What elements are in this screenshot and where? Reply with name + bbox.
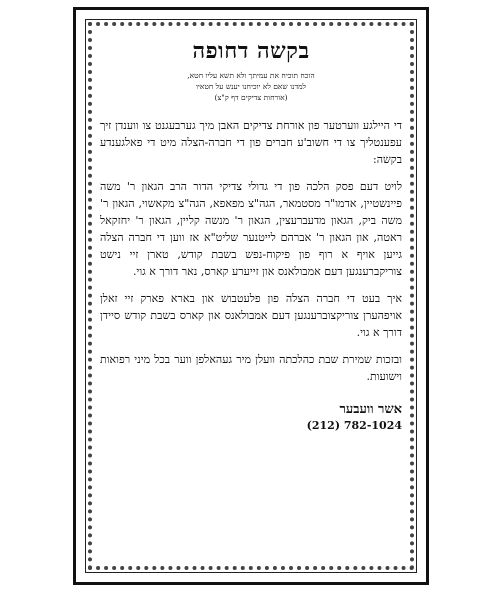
signature-phone: (212) 782-1024 xyxy=(306,419,402,432)
paragraph-request: איך בעט די חברה הצלה פון פלעטבוש און בארא פארק זיי זאלן אויפהערן צוריקצוברענגען דעם אמבולאנס און קארס בשבת קודש סיידן דורך א גוי. xyxy=(100,292,402,339)
paragraph-closing: ובזכות שמירת שבת כהלכתה וועלן מיר געהאלפן ווער בכל מיני רפואות וישועות. xyxy=(100,353,402,383)
paragraph-ruling: לויט דעם פסק הלכה פון די גדולי צדיקי הדור הרב הגאון ר' משה פיינשטיין, אדמו"ר מסטמאר, הגה"צ מפאפא, הגה"צ מקאשוי, הגאון ר' משה ביק, הגאון מדעברעצין, הגאון ר' מנשה קליין, הגאון ר' יחזקאל ראטה, און הגאון ר' אברהם לייטנער שליט"א אז ווען די חברה הצלה גייען אויף א רוף פון פיקוח-נפש בשבת קודש, טארן זיי נישט צוריקברענגען דעם אמבולאנס און זייערע קארס, נאר דורך א גוי. xyxy=(100,180,402,278)
quote-source: (אורחות צדיקים דף ק"צ) xyxy=(214,93,288,102)
document-border xyxy=(73,7,429,585)
document-title: בקשה דחופה xyxy=(192,38,310,64)
signature-name: אשר וועבער xyxy=(339,402,402,417)
quote-line: למדנו שאם לא יוכיחנו יענש על חטאיו xyxy=(195,82,307,91)
quote-block xyxy=(100,70,402,103)
document-body xyxy=(100,34,402,558)
paragraph-intro: די היילגע ווערטער פון אורחת צדיקים האבן מיך גערבעגנט צו ווענדן זיך עפענטליך צו די חשוב'ע חברים פון די חברה-הצלה מיט די פאלגענדע בקשה: xyxy=(100,119,402,166)
quote-line: הוכח תוכיח את עמיתך ולא תשא עליו חטא, xyxy=(187,71,315,80)
